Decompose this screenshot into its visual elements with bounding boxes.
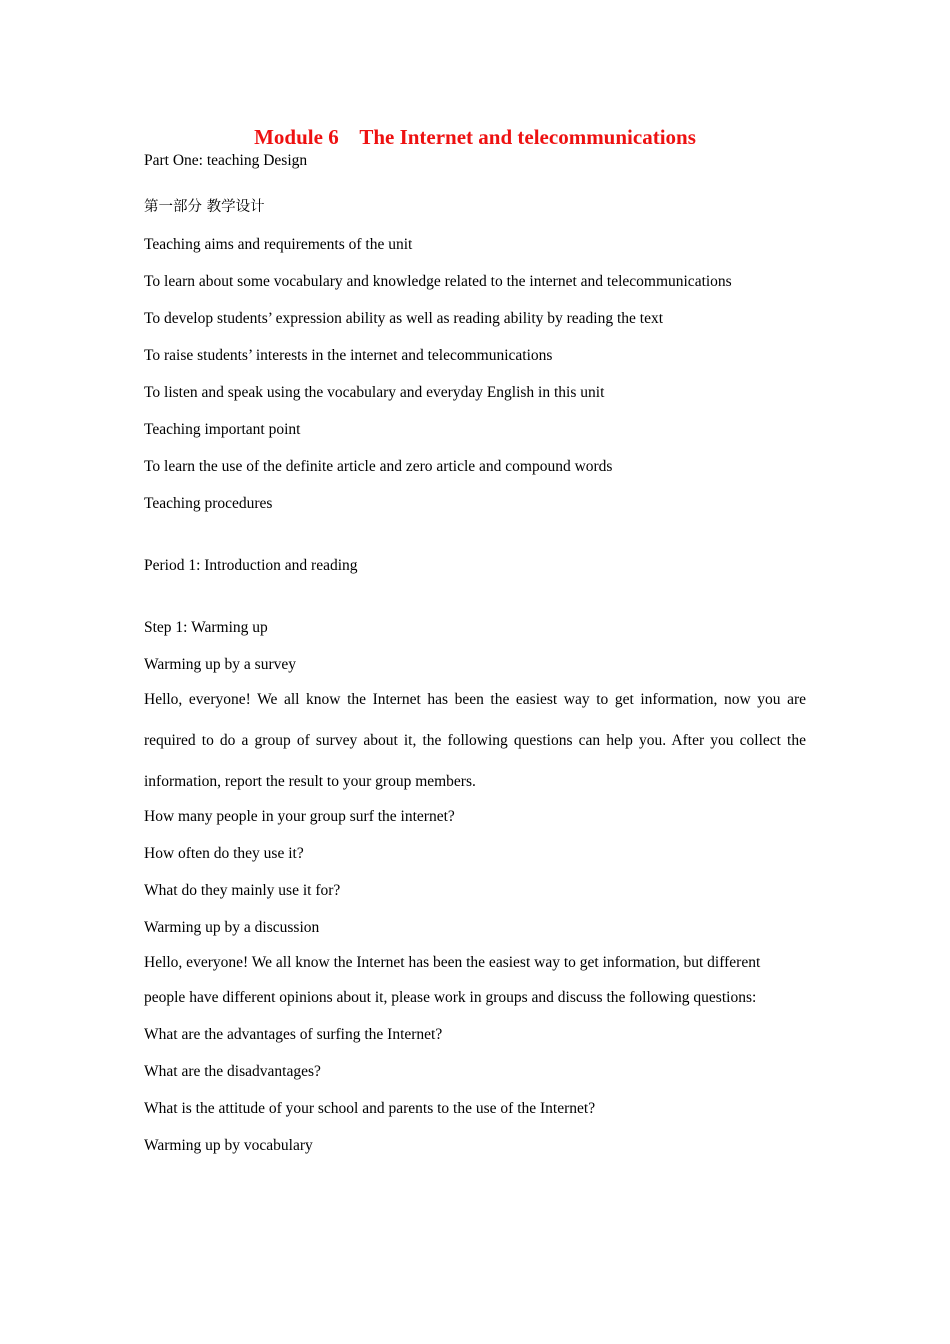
discussion-paragraph-continued: people have different opinions about it, please work in groups and discuss the following questions: bbox=[144, 989, 757, 1006]
survey-question: What do they mainly use it for? bbox=[144, 882, 341, 899]
survey-heading: Warming up by a survey bbox=[144, 656, 296, 673]
discussion-question: What are the disadvantages? bbox=[144, 1063, 321, 1080]
important-point-item: To learn the use of the definite article and zero article and compound words bbox=[144, 458, 613, 475]
aims-heading: Teaching aims and requirements of the unit bbox=[144, 236, 413, 253]
spacer bbox=[144, 522, 806, 547]
step-heading: Step 1: Warming up bbox=[144, 619, 268, 636]
aim-item: To listen and speak using the vocabulary and everyday English in this unit bbox=[144, 384, 605, 401]
part-one-heading-cn: 第一部分 教学设计 bbox=[144, 199, 265, 215]
discussion-paragraph: Hello, everyone! We all know the Internet has been the easiest way to get information, but different bbox=[144, 954, 761, 971]
discussion-question: What are the advantages of surfing the Internet? bbox=[144, 1026, 443, 1043]
aim-item: To develop students’ expression ability as well as reading ability by reading the text bbox=[144, 310, 664, 327]
survey-question: How many people in your group surf the internet? bbox=[144, 808, 455, 825]
document-page bbox=[144, 122, 806, 1164]
part-one-heading: Part One: teaching Design bbox=[144, 152, 308, 169]
aim-item: To learn about some vocabulary and knowledge related to the internet and telecommunications bbox=[144, 273, 732, 290]
aim-item: To raise students’ interests in the internet and telecommunications bbox=[144, 347, 553, 364]
period-heading: Period 1: Introduction and reading bbox=[144, 557, 358, 574]
discussion-heading: Warming up by a discussion bbox=[144, 919, 320, 936]
spacer bbox=[144, 584, 806, 609]
discussion-question: What is the attitude of your school and parents to the use of the Internet? bbox=[144, 1100, 596, 1117]
survey-question: How often do they use it? bbox=[144, 845, 304, 862]
vocabulary-heading: Warming up by vocabulary bbox=[144, 1137, 313, 1154]
survey-paragraph: Hello, everyone! We all know the Internet has been the easiest way to get information, now you are required to do a group of survey about it, the following questions can help you. After you collect the information, report the result to your group members. bbox=[144, 691, 806, 790]
procedures-heading: Teaching procedures bbox=[144, 495, 273, 512]
document-title: Module 6 The Internet and telecommunications bbox=[254, 125, 696, 149]
important-point-heading: Teaching important point bbox=[144, 421, 301, 438]
